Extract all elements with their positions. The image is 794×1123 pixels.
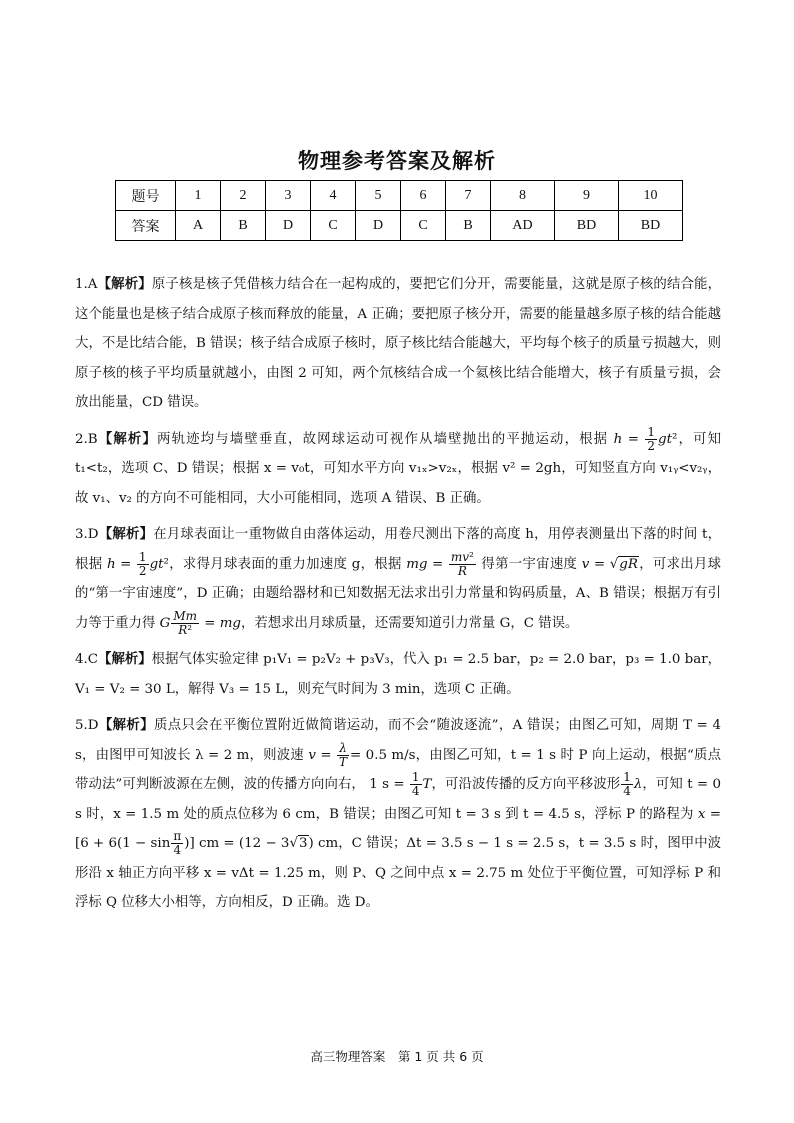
table-cell: D: [356, 211, 401, 241]
solution-text: ，可知 t = 0 s 时，x = 1.5 m 处的质点位移为 6 cm，B 错误；由图乙可知 t = 3 s 到 t = 4.5 s，浮标 P 的路程为: [75, 777, 721, 822]
table-cell: 7: [446, 181, 491, 211]
table-row-numbers: [116, 181, 683, 211]
table-cell: A: [176, 211, 221, 241]
solution-text: ，可沿波传播的反方向平移波形: [431, 777, 621, 792]
answer-table: [115, 180, 683, 241]
solution-text: 得第一宇宙速度: [481, 556, 578, 572]
table-cell: 1: [176, 181, 221, 211]
solution-tag: 【解析】: [98, 526, 154, 542]
solution-text: 在月球表面让一重物做自由落体运动，用卷尺测出下落的高度 h，用停表测量出下落的时间 t，根据: [75, 527, 722, 572]
solution-number: 2.B: [75, 431, 98, 447]
solution-tag: 【解析】: [97, 430, 158, 447]
solution-tag: 【解析】: [97, 276, 152, 292]
table-cell: BD: [619, 211, 683, 241]
solution-3: 3.D【解析】在月球表面让一重物做自由落体运动，用卷尺测出下落的高度 h，用停表测量出下落的时间 t，根据 h = $\frac{1}{2}$ gt²，求得月球表面的重力加速度 g，根据 mg = $\frac{\text{mv²}}{R}$ 得第一宇宙速度 v = √gR，可求出月球的“第一宇宙速度”，D 正确；由题给器材和已知数据无法求出引力常量和钩码质量，A、B 错误；根据万有引力等于重力得 G $\frac{Mm}{\text{R²}}$ = mg，若想求出月球质量，还需要知道引力常量 G，C 错误。: [75, 526, 722, 637]
solution-number: 1.A: [75, 277, 98, 292]
solution-number: 3.D: [75, 527, 99, 542]
table-cell: 10: [619, 181, 683, 211]
formula-fraction: $\frac{1}{4}$: [623, 770, 631, 798]
table-cell: B: [446, 211, 491, 241]
formula-fraction: $\frac{\pi}{4}$: [173, 829, 182, 857]
solution-2: 2.B【解析】两轨迹均与墙壁垂直，故网球运动可视作从墙壁抛出的平抛运动，根据 h = $\frac{1}{2}$ gt²，可知 t₁<t₂，选项 C、D 错误；根据 x = v₀t，可知水平方向 v₁ₓ>v₂ₓ，根据 v² = 2gh，可知竖直方向 v₁ᵧ<v₂ᵧ，故 v₁、v₂ 的方向不可能相同，大小可能相同，选项 A 错误、B 正确。: [75, 424, 722, 506]
solution-number: 4.C: [75, 652, 99, 667]
formula-fraction: $\frac{\text{mv²}}{R}$: [450, 549, 474, 578]
page-footer: 高三物理答案 第 1 页 共 6 页: [310, 1049, 484, 1064]
table-answer-label: 答案: [116, 211, 176, 241]
solution-text: 原子核是核子凭借核力结合在一起构成的，要把它们分开，需要能量，这就是原子核的结合能，这个能量也是核子结合成原子核而释放的能量，A 正确；要把原子核分开，需要的能量越多原子核的结合能越大，不是比结合能，B 错误；核子结合成原子核时，原子核比结合能越大，平均每个核子的质量亏损越大，则原子核的核子平均质量就越小，由图 2 可知，两个氘核结合成一个氦核比结合能增大，核子有质量亏损，会放出能量，CD 错误。: [75, 277, 722, 410]
formula-fraction: $\frac{1}{2}$: [138, 549, 147, 578]
solution-text: ，C 错误；Δt = 3.5 s − 1 s = 2.5 s，t = 3.5 s 时，图甲中波形沿 x 轴正方向平移 x = vΔt = 1.25 m，则 P、Q 之间中点 x = 2.75 m 处位于平衡位置，可知浮标 P 和浮标 Q 位移大小相等，方向相反，D 正确。选 D。: [75, 836, 721, 910]
table-cell: BD: [555, 211, 619, 241]
formula-fraction: $\frac{1}{4}$: [411, 770, 420, 798]
solution-1: [75, 270, 721, 418]
solution-text: = 0.5 m/s，由图乙可知，t = 1 s 时 P 向上运动，根据“质点带动法”可判断波源在左侧，波的传播方向向右，: [75, 747, 721, 792]
formula-fraction: $\frac{Mm}{\text{R²}}$: [173, 608, 197, 637]
table-cell: 8: [491, 181, 555, 211]
solution-text: 根据气体实验定律 p₁V₁ = p₂V₂ + p₃V₃，代入 p₁ = 2.5 bar，p₂ = 2.0 bar，p₃ = 1.0 bar，V₁ = V₂ = 30 L，解得 V₃ = 15 L，则充气时间为 3 min，选项 C 正确。: [75, 652, 722, 697]
solution-text: ，求得月球表面的重力加速度 g，根据: [168, 556, 402, 572]
table-cell: 6: [401, 181, 446, 211]
table-cell: 5: [356, 181, 401, 211]
table-row-answers: [116, 211, 683, 241]
table-cell: C: [401, 211, 446, 241]
solution-text: ，若想求出月球质量，还需要知道引力常量 G，C 错误。: [241, 615, 579, 631]
table-cell: C: [311, 211, 356, 241]
formula-fraction: $\frac{\lambda}{T}$: [339, 740, 348, 769]
table-cell: 9: [555, 181, 619, 211]
solution-tag: 【解析】: [98, 717, 154, 733]
table-cell: 4: [311, 181, 356, 211]
table-cell: 2: [221, 181, 266, 211]
solutions: [75, 270, 721, 925]
table-cell: 3: [266, 181, 311, 211]
solution-text: ，可求出月球的“第一宇宙速度”，D 正确；由题给器材和已知数据无法求出引力常量和钩码质量，A、B 错误；根据万有引力等于重力得: [75, 556, 722, 631]
solution-text: 质点只会在平衡位置附近做简谐运动，而不会“随波逐流”，A 错误；由图乙可知，周期 T = 4 s，由图甲可知波长 λ = 2 m，则波速: [75, 718, 722, 763]
solution-tag: 【解析】: [98, 651, 152, 667]
solution-text: ，可知 t₁<t₂，选项 C、D 错误；根据 x = v₀t，可知水平方向 v₁ₓ>v₂ₓ，根据 v² = 2gh，可知竖直方向 v₁ᵧ<v₂ᵧ，故 v₁、v₂ 的方向不可能相同，大小可能相同，选项 A 错误、B 正确。: [75, 431, 722, 506]
solution-text: 两轨迹均与墙壁垂直，故网球运动可视作从墙壁抛出的平抛运动，根据: [157, 431, 609, 447]
table-cell: B: [221, 211, 266, 241]
table-header-label: 题号: [116, 181, 176, 211]
solution-number: 5.D: [75, 718, 99, 733]
solution-4: [75, 645, 721, 704]
table-cell: AD: [491, 211, 555, 241]
page-title: 物理参考答案及解析: [298, 149, 496, 173]
solution-5: 5.D【解析】质点只会在平衡位置附近做简谐运动，而不会“随波逐流”，A 错误；由图乙可知，周期 T = 4 s，由图甲可知波长 λ = 2 m，则波速 v = $\frac{\lambda}{T}$ = 0.5 m/s，由图乙可知，t = 1 s 时 P 向上运动，根据“质点带动法”可判断波源在左侧，波的传播方向向右， 1 s = $\frac{1}{4}$ T，可沿波传播的反方向平移波形 $\frac{1}{4}$ λ，可知 t = 0 s 时，x = 1.5 m 处的质点位移为 6 cm，B 错误；由图乙可知 t = 3 s 到 t = 4.5 s，浮标 P 的路程为 x = [6 + 6(1 − sin $\frac{\pi}{4}$ )] cm = (12 − 3√3) cm，C 错误；Δt = 3.5 s − 1 s = 2.5 s，t = 3.5 s 时，图甲中波形沿 x 轴正方向平移 x = vΔt = 1.25 m，则 P、Q 之间中点 x = 2.75 m 处位于平衡位置，可知浮标 P 和浮标 Q 位移大小相等，方向相反，D 正确。选 D。: [75, 717, 722, 910]
table-cell: D: [266, 211, 311, 241]
formula-fraction: $\frac{1}{2}$: [647, 424, 656, 453]
